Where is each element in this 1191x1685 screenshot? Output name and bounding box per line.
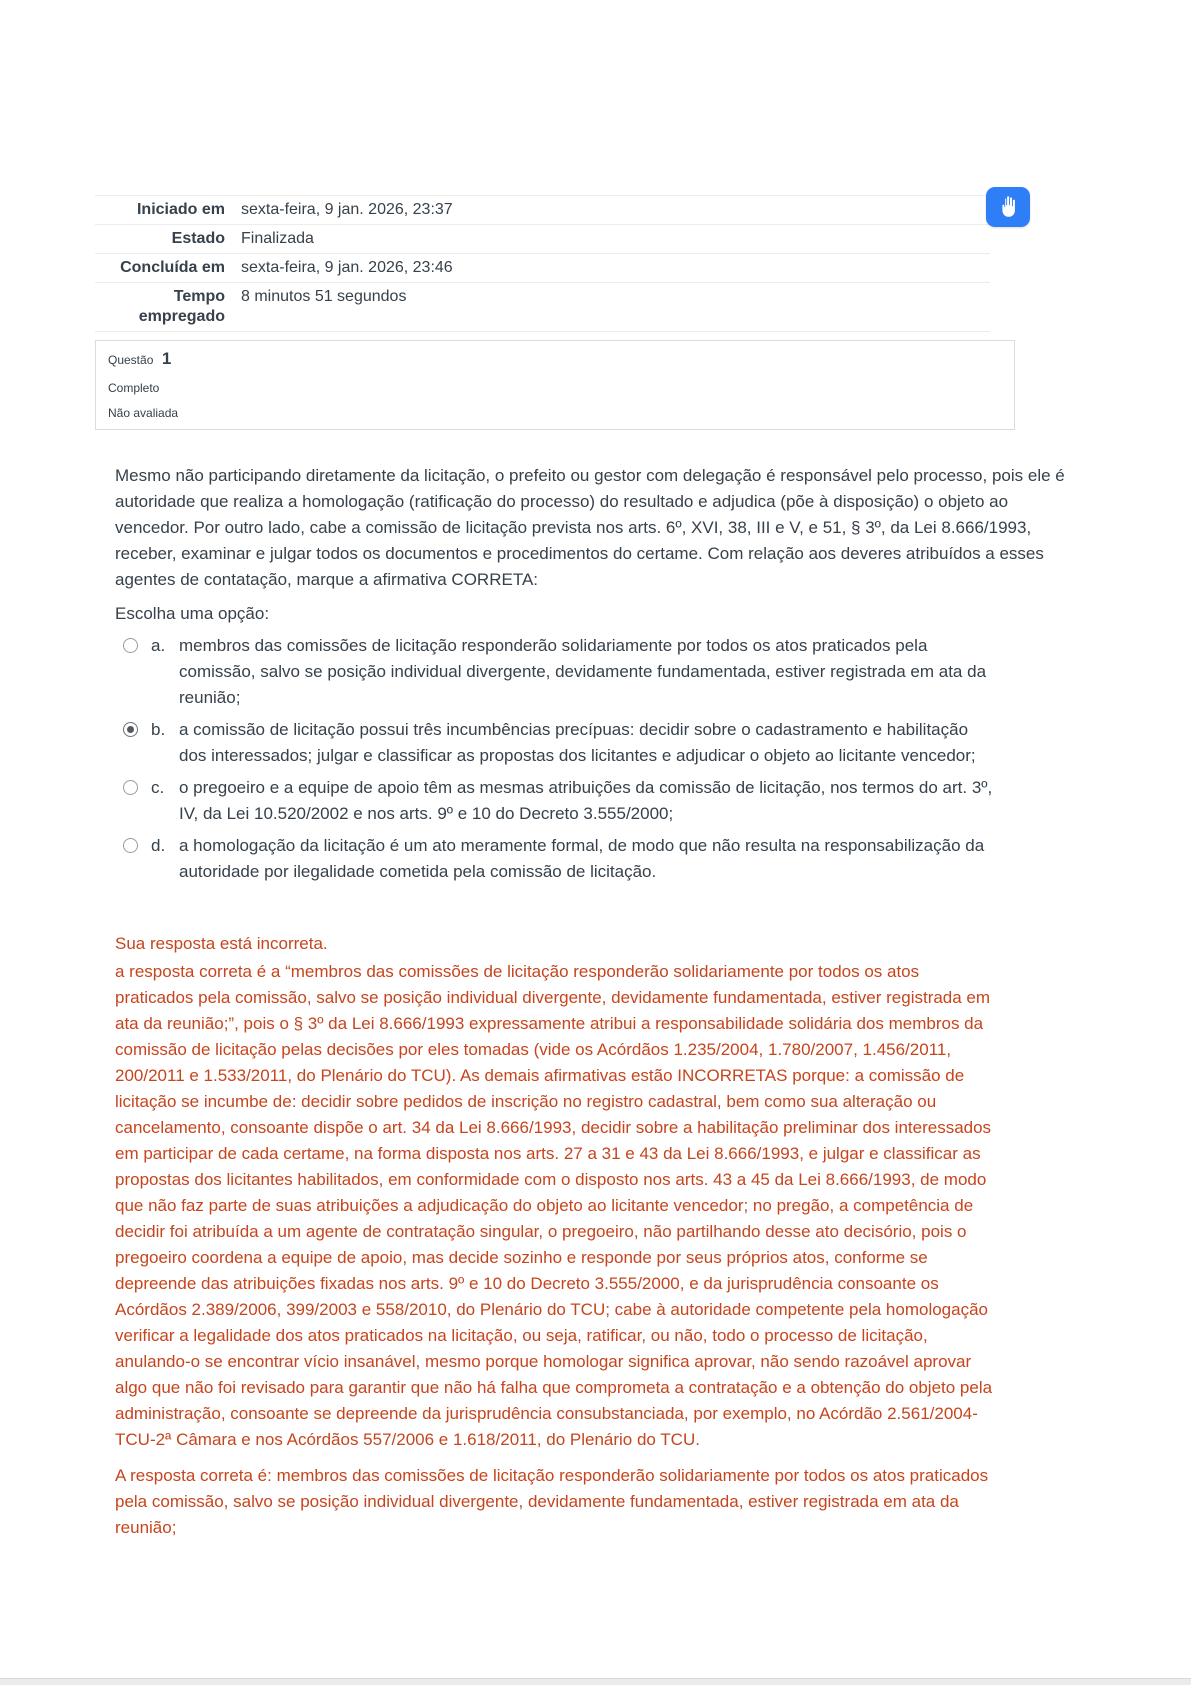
question-text: Mesmo não participando diretamente da licitação, o prefeito ou gestor com delegação é responsável pelo processo, pois ele é autoridade que realiza a homologação (ratificação do processo) do resultado e adjudica (põe à disposição) o objeto ao vencedor. Por outro lado, cabe a comissão de licitação prevista nos arts. 6º, XVI, 38, III e V, e 51, § 3º, da Lei 8.666/1993, receber, examinar e julgar todos os documentos e procedimentos do certame. Com relação aos deveres atribuídos a esses agentes de contatação, marque a afirmativa CORRETA: <box>115 466 1065 589</box>
summary-row-started <box>95 196 990 225</box>
option-text: a comissão de licitação possui três incumbências precípuas: decidir sobre o cadastramento e habilitação dos interessados; julgar e classificar as propostas dos licitantes e adjudicar o objeto ao licitante vencedor; <box>179 720 976 765</box>
answer-options <box>115 633 1083 885</box>
accessibility-widget-button[interactable] <box>986 187 1030 227</box>
question-info-box <box>95 340 1015 430</box>
option-text: membros das comissões de licitação responderão solidariamente por todos os atos praticados pela comissão, salvo se posição individual divergente, devidamente fundamentada, estiver registrada em ata da reunião; <box>179 636 987 707</box>
feedback-verdict: Sua resposta está incorreta. <box>115 934 328 953</box>
question-number-value: 1 <box>161 349 172 368</box>
feedback-explanation: a resposta correta é a “membros das comissões de licitação responderão solidariamente por todos os atos praticados pela comissão, salvo se posição individual divergente, devidamente fundamentada, estiver registrada em ata da reunião;”, pois o § 3º da Lei 8.666/1993 expressamente atribui a responsabilidade solidária dos membros da comissão de licitação pelas decisões por eles tomadas (vide os Acórdãos 1.235/2004, 1.780/2007, 1.456/2011, 200/2011 e 1.533/2011, do Plenário do TCU). As demais afirmativas estão INCORRETAS porque: a comissão de licitação se incumbe de: decidir sobre pedidos de inscrição no registro cadastral, bem como sua alteração ou cancelamento, consoante dispõe o art. 34 da Lei 8.666/1993, decidir sobre a habilitação preliminar dos interessados em participar de cada certame, na forma disposta nos arts. 27 a 31 e 43 da Lei 8.666/1993, e julgar e classificar as propostas dos licitantes habilitados, em conformidade com o disposto nos arts. 43 a 45 da Lei 8.666/1993, de modo que não faz parte de suas atribuições a adjudicação do objeto ao licitante vencedor; no pregão, a competência de decidir foi atribuída a um agente de contratação singular, o pregoeiro, não partilhando desse ato decisório, pois o pregoeiro coordena a equipe de apoio, mas decide sozinho e responde por seus próprios atos, conforme se depreende das atribuições fixadas nos arts. 9º e 10 do Decreto 3.555/2000, e da jurisprudência consoante os Acórdãos 2.389/2006, 399/2003 e 558/2010, do Plenário do TCU; cabe à autoridade competente pela homologação verificar a legalidade dos atos praticados na licitação, ou seja, ratificar, ou não, todo o processo de licitação, anulando-o se encontrar vício insanável, mesmo porque homologar significa aprovar, não sendo razoável aprovar algo que não foi revisado para garantir que não há falha que comprometa a contratação e a obtenção do objeto pela administração, consoante se depreende da jurisprudência consubstanciada, por exemplo, no Acórdão 2.561/2004-TCU-2ª Câmara e nos Acórdãos 557/2006 e 1.618/2011, do Plenário do TCU. <box>115 962 993 1449</box>
radio-button[interactable] <box>123 638 138 653</box>
summary-value: sexta-feira, 9 jan. 2026, 23:46 <box>225 254 990 283</box>
correct-answer-text: A resposta correta é: membros das comissões de licitação responderão solidariamente por todos os atos praticados pela comissão, salvo se posição individual divergente, devidamente fundamentada, estiver registrada em ata da reunião; <box>115 1466 989 1537</box>
option-text: o pregoeiro e a equipe de apoio têm as mesmas atribuições da comissão de licitação, nos termos do art. 3º, IV, da Lei 10.520/2002 e nos arts. 9º e 10 do Decreto 3.555/2000; <box>179 778 993 823</box>
question-grading-status: Não avaliada <box>108 406 179 420</box>
question-status: Completo <box>108 381 160 395</box>
footer-divider <box>0 1678 1191 1685</box>
answer-option-b[interactable] <box>115 717 1083 769</box>
summary-label: Estado <box>95 225 225 254</box>
hand-icon <box>996 195 1020 219</box>
summary-row-state <box>95 225 990 254</box>
summary-row-time-taken <box>95 283 990 332</box>
summary-label: Iniciado em <box>95 196 225 225</box>
summary-value: 8 minutos 51 segundos <box>225 283 990 332</box>
answer-option-d[interactable] <box>115 833 1083 885</box>
option-letter: d. <box>151 836 166 855</box>
radio-button[interactable] <box>123 780 138 795</box>
quiz-summary-table <box>95 195 990 332</box>
option-letter: b. <box>151 720 166 739</box>
summary-label: Tempo empregado <box>95 283 225 332</box>
answer-prompt: Escolha uma opção: <box>115 604 270 623</box>
summary-value: sexta-feira, 9 jan. 2026, 23:37 <box>225 196 990 225</box>
answer-option-c[interactable] <box>115 775 1083 827</box>
summary-label: Concluída em <box>95 254 225 283</box>
option-text: a homologação da licitação é um ato meramente formal, de modo que não resulta na responsabilização da autoridade por ilegalidade cometida pela comissão de licitação. <box>179 836 985 881</box>
question-content <box>115 463 1083 1541</box>
option-letter: c. <box>151 778 165 797</box>
question-label: Questão <box>108 353 154 367</box>
question-number <box>108 349 1002 370</box>
summary-row-completed <box>95 254 990 283</box>
radio-button[interactable] <box>123 838 138 853</box>
radio-button[interactable] <box>123 722 138 737</box>
summary-value: Finalizada <box>225 225 990 254</box>
answer-option-a[interactable] <box>115 633 1083 711</box>
feedback-block <box>115 931 1083 1541</box>
option-letter: a. <box>151 636 166 655</box>
